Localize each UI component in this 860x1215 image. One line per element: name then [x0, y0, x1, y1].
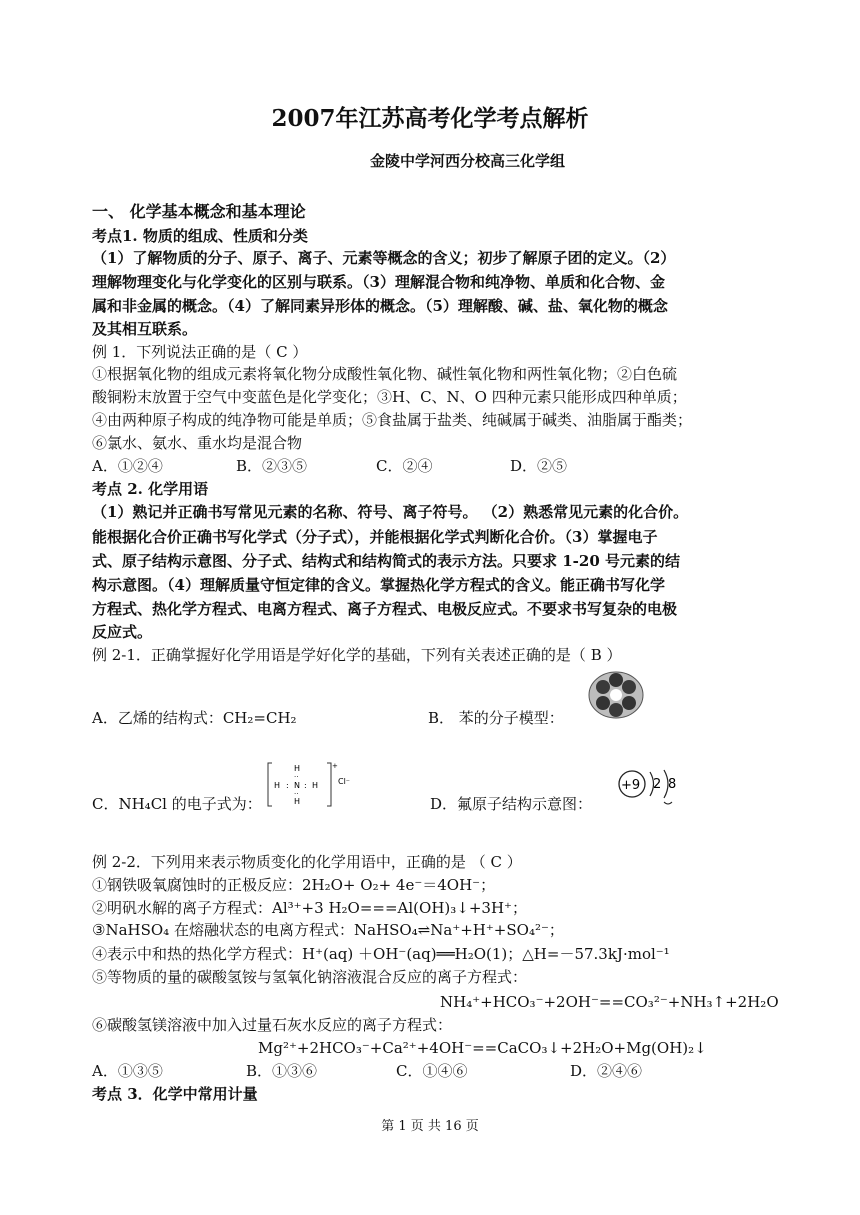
ex21-stem: 例 2-1．正确掌握好化学用语是学好化学的基础，下列有关表述正确的是（ B ） [92, 646, 622, 664]
kp2-desc-line: 能根据化合价正确书写化学式（分子式），并能根据化学式判断化合价。（3）掌握电子 [92, 528, 658, 546]
ex1-option-a: A．①②④ [92, 457, 163, 475]
cl-ion: Cl⁻ [338, 777, 351, 786]
ex22-equation: Mg²⁺+2HCO₃⁻+Ca²⁺+4OH⁻==CaCO₃↓+2H₂O+Mg(OH)₂↓ [258, 1039, 707, 1057]
ex22-option-c: C．①④⑥ [396, 1062, 468, 1080]
ex1-line: 酸铜粉末放置于空气中变蓝色是化学变化；③H、C、N、O 四种元素只能形成四种单质； [92, 388, 687, 406]
fluorine-shell-1: 2 [653, 777, 662, 792]
nh4-colon-right: : [304, 781, 307, 790]
ex22-line: ①钢铁吸氧腐蚀时的正极反应：2H₂O+ O₂+ 4e⁻＝4OH⁻； [92, 876, 496, 894]
fluorine-nucleus-label: +9 [621, 778, 641, 793]
ex21-option-c: C．NH₄Cl 的电子式为： [92, 795, 262, 813]
kp2-desc-line: 反应式。 [92, 623, 153, 641]
kp3-heading: 考点 3．化学中常用计量 [92, 1085, 258, 1103]
ex22-line: ②明矾水解的离子方程式：Al³⁺+3 H₂O===Al(OH)₃↓+3H⁺； [92, 899, 527, 917]
ex22-line: ⑥碳酸氢镁溶液中加入过量石灰水反应的离子方程式： [92, 1016, 453, 1034]
kp1-desc-line: 及其相互联系。 [92, 320, 198, 338]
ex1-line: ⑥氯水、氨水、重水均是混合物 [92, 434, 303, 452]
kp1-desc-line: （1）了解物质的分子、原子、离子、元素等概念的含义；初步了解原子团的定义。（2） [92, 249, 676, 267]
nh4-label-h-right: H [312, 781, 319, 790]
fluorine-atom-structure-diagram [612, 766, 692, 810]
ex22-option-b: B．①③⑥ [246, 1062, 318, 1080]
kp1-heading: 考点1. 物质的组成、性质和分类 [92, 227, 308, 245]
page-footer: 第 1 页 共 16 页 [381, 1119, 479, 1134]
kp2-desc-line: 式、原子结构示意图、分子式、结构式和结构简式的表示方法。只要求 1-20 号元素的结 [92, 552, 680, 570]
ex22-line: ④表示中和热的热化学方程式：H⁺(aq) ＋OH⁻(aq)══H₂O(1)；△H=－57.3kJ·mol⁻¹ [92, 945, 670, 963]
kp2-desc-line: 构示意图。（4）理解质量守恒定律的含义。掌握热化学方程式的含义。能正确书写化学 [92, 576, 665, 594]
kp2-desc-line: （1）熟记并正确书写常见元素的名称、符号、离子符号。 （2）熟悉常见元素的化合价。 [92, 503, 689, 521]
section-heading: 一、 化学基本概念和基本理论 [92, 202, 306, 221]
document-subtitle: 金陵中学河西分校高三化学组 [370, 152, 566, 170]
ex22-equation: NH₄⁺+HCO₃⁻+2OH⁻==CO₃²⁻+NH₃↑+2H₂O [440, 993, 779, 1011]
fluorine-shell-2: 8 [668, 777, 677, 792]
kp2-heading: 考点 2. 化学用语 [92, 480, 209, 498]
ex22-line: ⑤等物质的量的碳酸氢铵与氢氧化钠溶液混合反应的离子方程式： [92, 968, 528, 986]
kp1-desc-line: 属和非金属的概念。（4）了解同素异形体的概念。（5）理解酸、碱、盐、氧化物的概念 [92, 297, 668, 315]
ex21-option-b: B． 苯的分子模型： [428, 709, 564, 727]
ex1-line: ①根据氧化物的组成元素将氧化物分成酸性氧化物、碱性氧化物和两性氧化物；②白色硫 [92, 365, 678, 383]
document-title: 2007年江苏高考化学考点解析 [271, 105, 589, 132]
nh4-label-h-top: H [294, 764, 301, 773]
nh4-charge: + [332, 762, 338, 770]
ex1-option-b: B．②③⑤ [236, 457, 308, 475]
ex22-option-a: A．①③⑤ [92, 1062, 163, 1080]
ex1-option-c: C．②④ [376, 457, 433, 475]
svg-text:··: ·· [294, 790, 299, 798]
ex1-stem: 例 1．下列说法正确的是（ C ） [92, 343, 308, 361]
ex22-line: ③NaHSO₄ 在熔融状态的电离方程式：NaHSO₄⇌Na⁺+H⁺+SO₄²⁻； [92, 921, 564, 939]
nh4cl-electron-formula [266, 760, 356, 812]
nh4-label-n: N [294, 781, 300, 790]
ex22-stem: 例 2-2．下列用来表示物质变化的化学用语中，正确的是 （ C ） [92, 853, 522, 871]
ex21-option-d: D．氟原子结构示意图： [430, 795, 593, 813]
svg-text:··: ·· [294, 773, 299, 781]
benzene-model-image [587, 670, 645, 720]
kp2-desc-line: 方程式、热化学方程式、电离方程式、离子方程式、电极反应式。不要求书写复杂的电极 [92, 600, 678, 618]
ex22-option-d: D．②④⑥ [570, 1062, 643, 1080]
nh4-label-h-bottom: H [294, 797, 301, 806]
nh4-colon-left: : [286, 781, 289, 790]
ex21-option-a: A．乙烯的结构式：CH₂=CH₂ [92, 709, 297, 727]
ex1-option-d: D．②⑤ [510, 457, 568, 475]
nh4-label-h-left: H [274, 781, 281, 790]
kp1-desc-line: 理解物理变化与化学变化的区别与联系。（3）理解混合物和纯净物、单质和化合物、金 [92, 273, 665, 291]
ex1-line: ④由两种原子构成的纯净物可能是单质；⑤食盐属于盐类、纯碱属于碱类、油脂属于酯类； [92, 411, 693, 429]
